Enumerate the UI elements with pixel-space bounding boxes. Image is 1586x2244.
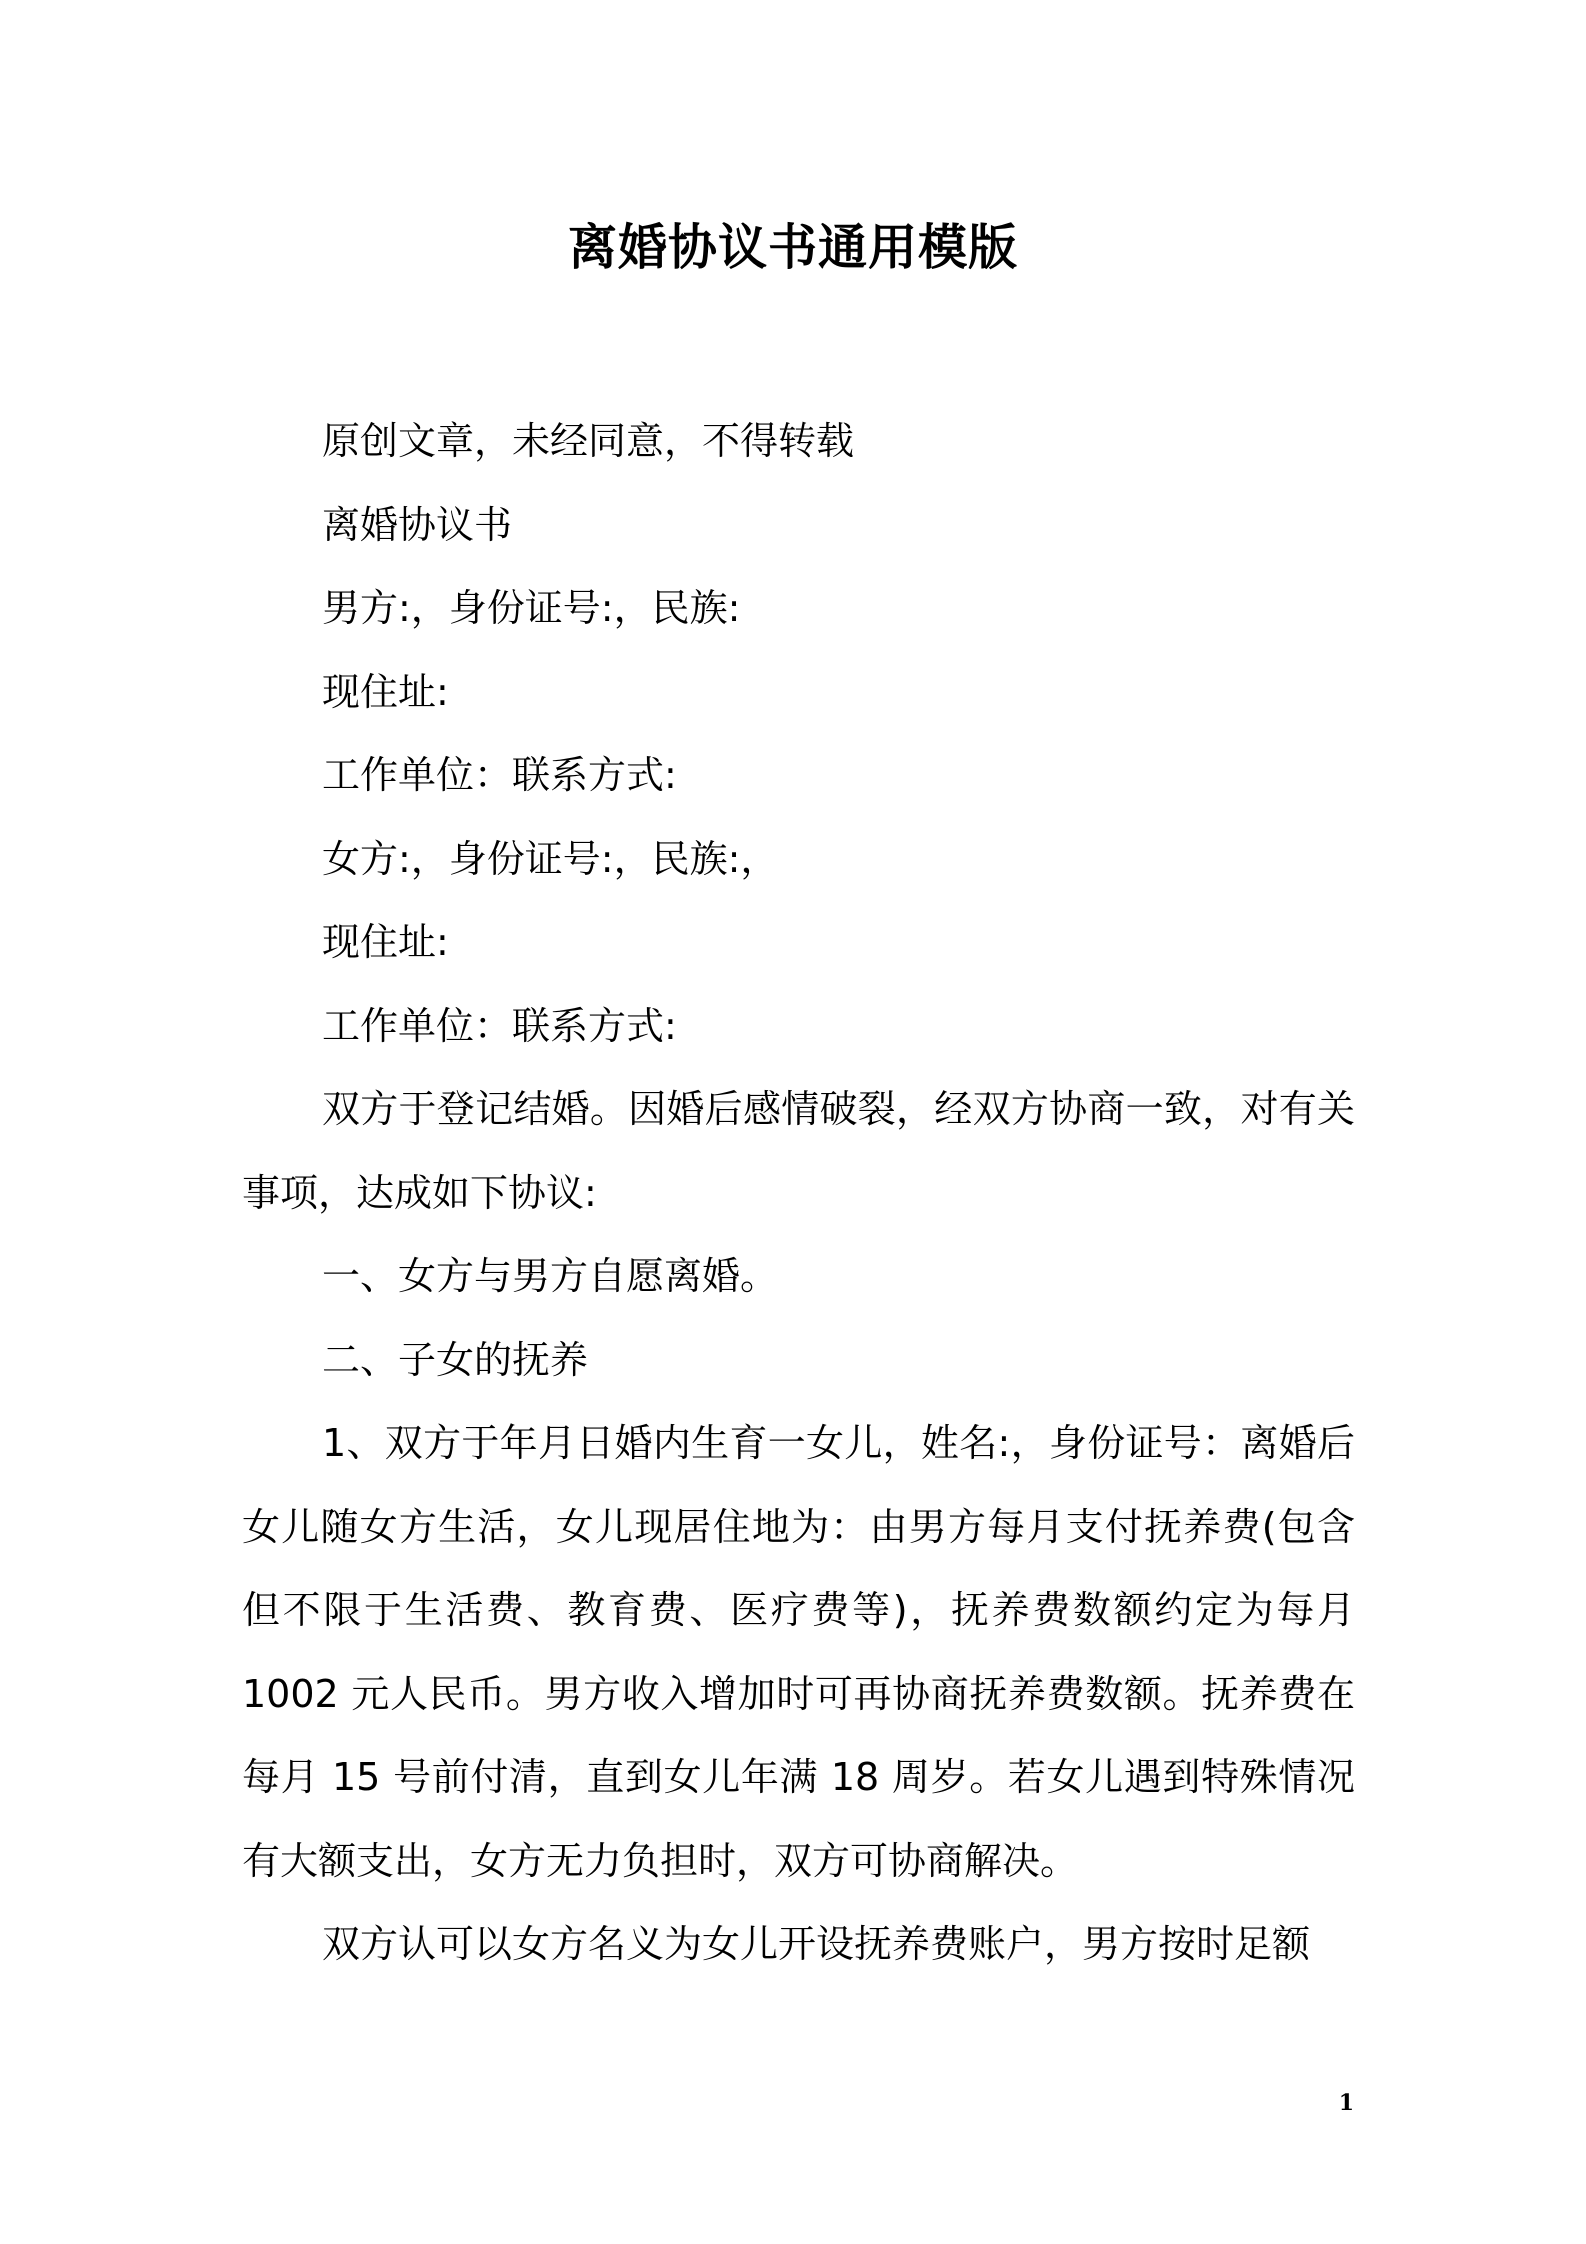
paragraph-husband-address: 现住址: bbox=[322, 669, 449, 714]
paragraph-husband-info: 男方:，身份证号:，民族: bbox=[322, 586, 741, 630]
page-number: 1 bbox=[1338, 2090, 1354, 2116]
paragraph-support-account: 双方认可以女方名义为女儿开设抚养费账户，男方按时足额 bbox=[322, 1922, 1311, 1966]
paragraph-wife-info: 女方:，身份证号:，民族:， bbox=[322, 836, 779, 881]
paragraph-agreement-heading: 离婚协议书 bbox=[322, 502, 513, 547]
paragraph-copyright-notice: 原创文章，未经同意，不得转载 bbox=[322, 419, 855, 463]
paragraph-wife-work: 工作单位：联系方式: bbox=[322, 1003, 677, 1048]
paragraph-husband-work: 工作单位：联系方式: bbox=[322, 753, 677, 797]
document-body bbox=[242, 400, 1355, 1987]
paragraph-child-support: 1、双方于年月日婚内生育一女儿，姓名:，身份证号：离婚后女儿随女方生活，女儿现居住地为：由男方每月支付抚养费(包含但不限于生活费、教育费、医疗费等)，抚养费数额约定为每月 1002 元人民币。男方收入增加时可再协商抚养费数额。抚养费在每月 15 号前付清，直到女儿年满 18 周岁。若女儿遇到特殊情况有大额支出，女方无力负担时，双方可协商解决。 bbox=[242, 1421, 1355, 1883]
paragraph-preamble: 双方于登记结婚。因婚后感情破裂，经双方协商一致，对有关事项，达成如下协议: bbox=[242, 1087, 1355, 1215]
paragraph-wife-address: 现住址: bbox=[322, 920, 449, 964]
document-title: 离婚协议书通用模版 bbox=[567, 218, 1018, 276]
paragraph-clause-one: 一、女方与男方自愿离婚。 bbox=[322, 1254, 779, 1298]
paragraph-clause-two-heading: 二、子女的抚养 bbox=[322, 1337, 589, 1382]
